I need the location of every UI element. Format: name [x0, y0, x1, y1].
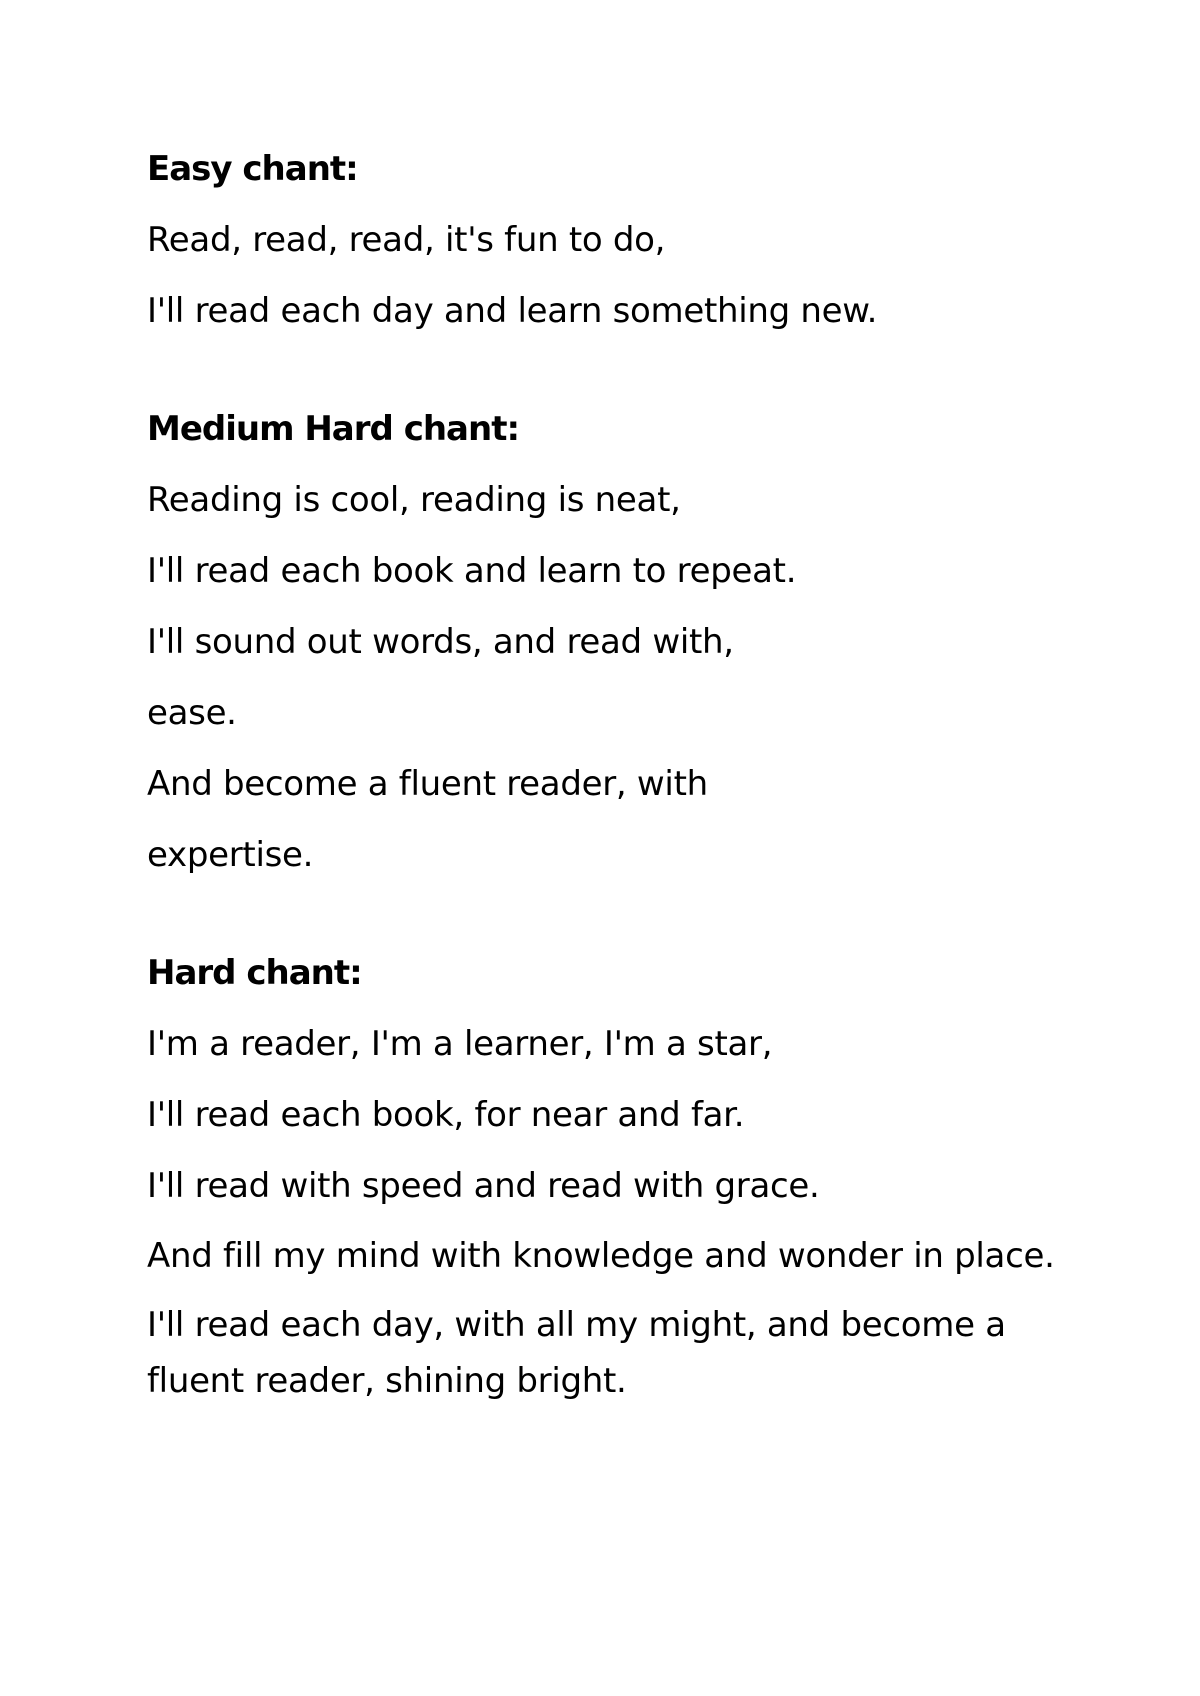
chant-line: I'll read with speed and read with grace. — [147, 1166, 820, 1206]
chant-line: I'll read each book, for near and far. — [147, 1095, 745, 1135]
chant-line: Reading is cool, reading is neat, — [147, 480, 681, 520]
easy-chant-section — [147, 140, 1087, 340]
easy-chant-heading: Easy chant: — [147, 149, 358, 189]
chant-line: I'll read each day and learn something new. — [147, 291, 878, 331]
hard-chant-heading: Hard chant: — [147, 953, 362, 993]
chant-line: I'll read each day, with all my might, and become a fluent reader, shining bright. — [147, 1305, 1006, 1401]
chant-line: expertise. — [147, 835, 314, 875]
medium-hard-chant-heading: Medium Hard chant: — [147, 409, 520, 449]
chant-line: Read, read, read, it's fun to do, — [147, 220, 666, 260]
chant-line: I'm a reader, I'm a learner, I'm a star, — [147, 1024, 773, 1064]
hard-chant-section — [147, 944, 1087, 1409]
chant-line: I'll sound out words, and read with, — [147, 622, 734, 662]
chant-line: And fill my mind with knowledge and wonder in place. — [147, 1236, 1055, 1276]
chant-line: ease. — [147, 693, 237, 733]
medium-hard-chant-section — [147, 400, 1087, 884]
chant-text-block — [147, 140, 1087, 1409]
chant-line: And become a fluent reader, with — [147, 764, 708, 804]
chant-line: I'll read each book and learn to repeat. — [147, 551, 797, 591]
